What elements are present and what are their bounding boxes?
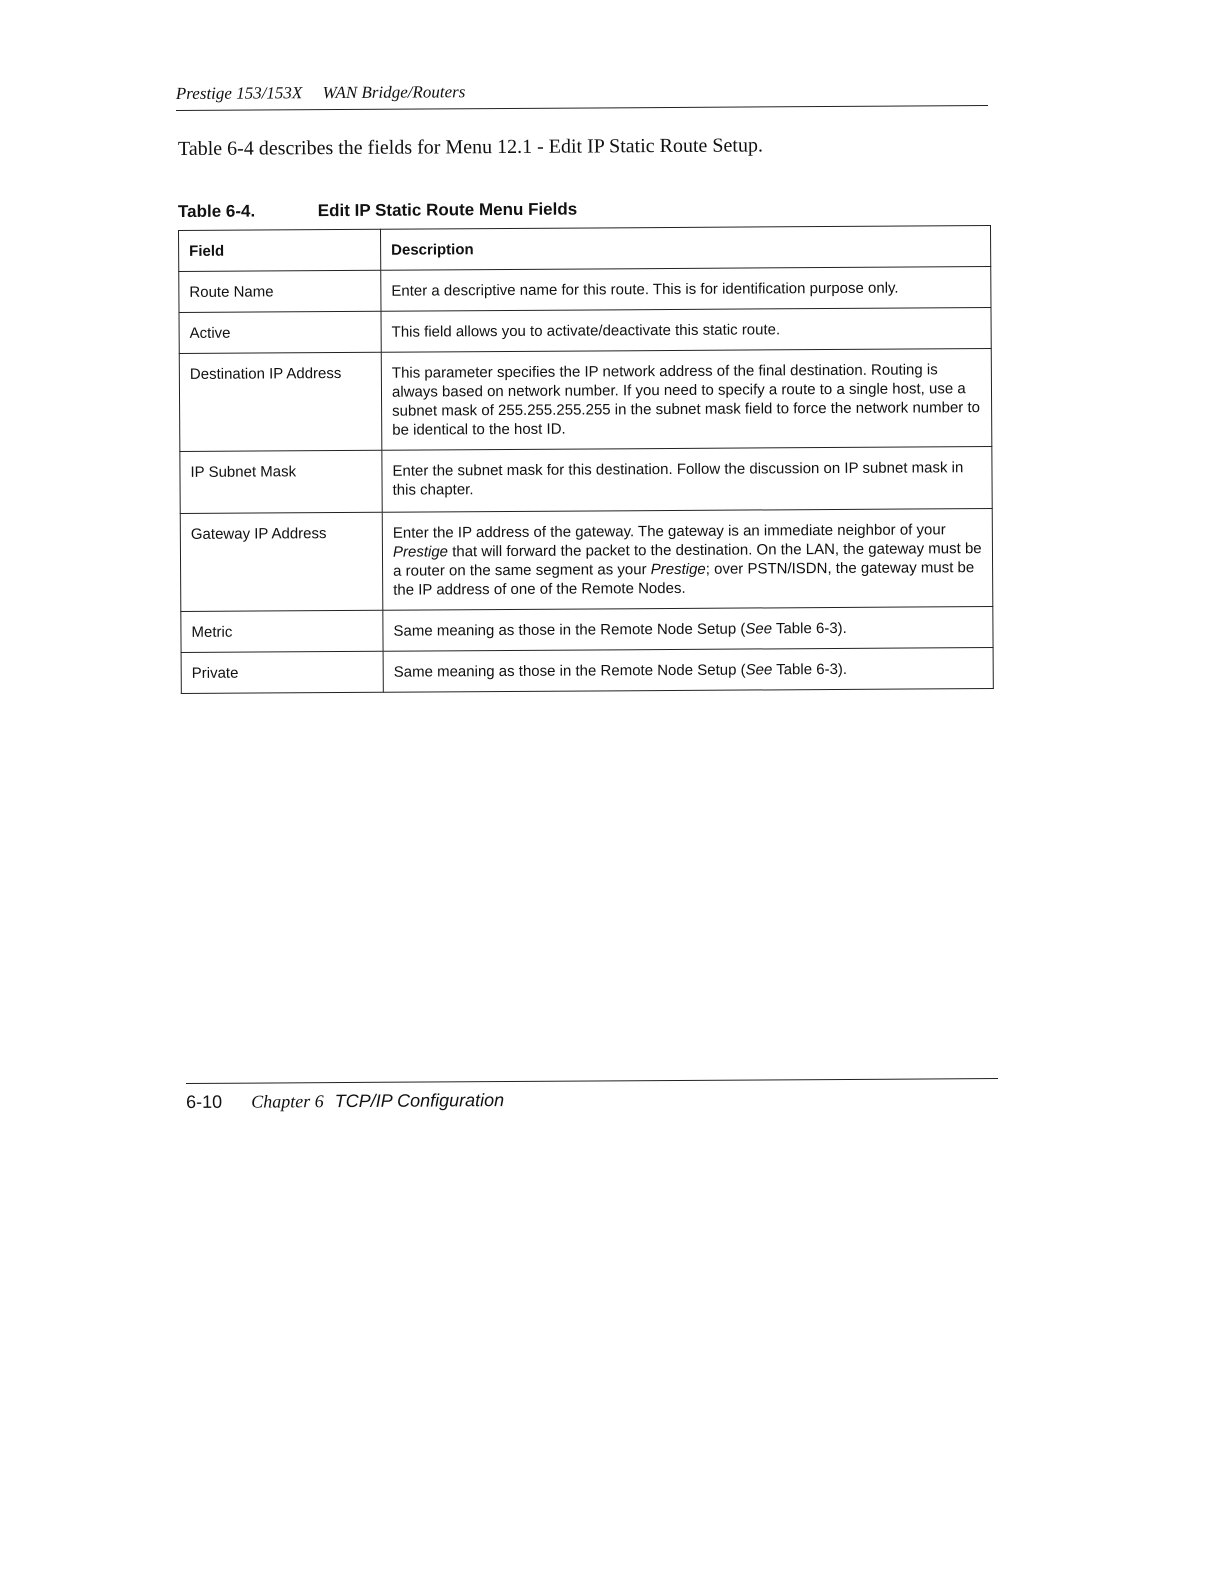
description-text: that will forward the packet to the destination. On the LAN, the gateway must be a router on the same segment as your xyxy=(393,540,982,580)
description-text: Same meaning as those in the Remote Node Setup ( xyxy=(393,620,746,640)
description-text: Enter the subnet mask for this destination. Follow the discussion on IP subnet mask in this chapter. xyxy=(392,459,964,499)
footer-chapter-title: TCP/IP Configuration xyxy=(334,1090,505,1112)
footer-chapter: Chapter 6 xyxy=(251,1091,324,1112)
header-subtitle: WAN Bridge/Routers xyxy=(322,82,466,103)
header-product: Prestige 153/153X xyxy=(175,83,303,104)
table-row xyxy=(181,648,993,694)
table-title: Edit IP Static Route Menu Fields xyxy=(317,199,578,221)
table-row xyxy=(179,349,992,452)
description-cell xyxy=(381,349,992,451)
field-cell: IP Subnet Mask xyxy=(180,450,382,513)
table-row xyxy=(179,308,991,354)
intro-paragraph: Table 6-4 describes the fields for Menu 12.1 - Edit IP Static Route Setup. xyxy=(177,134,764,160)
description-cell xyxy=(383,607,993,652)
description-emphasis: Prestige xyxy=(650,560,706,579)
page-number: 6-10 xyxy=(186,1091,223,1112)
header-description: Description xyxy=(380,226,990,271)
description-text: This field allows you to activate/deactivate this static route. xyxy=(391,321,781,341)
fields-table-wrapper xyxy=(178,225,993,694)
field-cell: Active xyxy=(179,311,381,353)
table-header-row xyxy=(179,226,991,272)
table-row xyxy=(181,607,993,653)
table-row xyxy=(179,267,991,313)
running-footer xyxy=(186,1078,998,1113)
description-cell xyxy=(381,267,991,312)
description-text: This parameter specifies the IP network address of the final destination. Routing is always based on network number. If you need to specify a route to a single host, use a subnet mask of 255.255.255.255 in the subnet mask field to force the network number to be identical to the host ID. xyxy=(391,361,981,439)
description-cell xyxy=(381,308,991,353)
description-cell xyxy=(382,447,992,513)
description-cell xyxy=(383,648,993,693)
description-emphasis: See xyxy=(745,620,773,638)
field-cell: Route Name xyxy=(179,270,381,312)
description-text: Same meaning as those in the Remote Node Setup ( xyxy=(393,661,746,681)
description-text: Enter a descriptive name for this route. This is for identification purpose only. xyxy=(391,279,899,300)
description-text: ; over PSTN/ISDN, the gateway must be the IP address of one of the Remote Nodes. xyxy=(393,559,975,599)
description-text: Enter the IP address of the gateway. The gateway is an immediate neighbor of your xyxy=(392,521,946,542)
table-number: Table 6-4. xyxy=(177,201,256,221)
field-cell: Gateway IP Address xyxy=(180,512,383,611)
field-cell: Destination IP Address xyxy=(179,352,382,451)
table-row xyxy=(180,509,993,612)
table-row xyxy=(180,447,992,514)
table-caption xyxy=(178,200,577,222)
running-header xyxy=(176,79,988,111)
description-cell xyxy=(382,509,993,611)
field-cell: Private xyxy=(181,651,383,693)
field-cell: Metric xyxy=(181,610,383,652)
fields-table xyxy=(178,225,994,694)
description-text: Table 6-3). xyxy=(771,619,847,638)
description-emphasis: See xyxy=(745,661,773,679)
description-emphasis: Prestige xyxy=(392,543,449,561)
header-field: Field xyxy=(179,229,381,271)
description-text: Table 6-3). xyxy=(772,660,848,679)
